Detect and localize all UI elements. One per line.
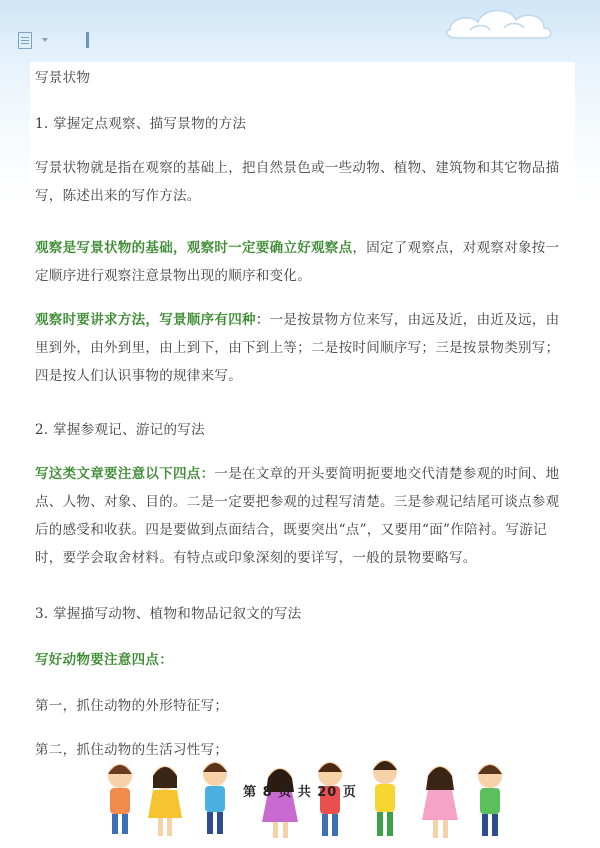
highlight-text: 观察是写景状物的基础，观察时一定要确立好观察点 bbox=[35, 240, 353, 256]
highlight-text: 写这类文章要注意以下四点： bbox=[35, 466, 215, 482]
document-icon[interactable] bbox=[18, 32, 32, 49]
kid-figure bbox=[148, 766, 182, 836]
paragraph-4 bbox=[35, 460, 565, 572]
highlight-text: 观察时要讲求方法，写景顺序有四种： bbox=[35, 312, 270, 328]
paragraph-7: 第二，抓住动物的生活习性写； bbox=[35, 742, 229, 758]
kid-figure bbox=[478, 764, 502, 836]
cursor-bar-icon bbox=[86, 32, 89, 48]
document-page bbox=[30, 62, 575, 762]
body-text: 一是按景物方位来写，由远及近，由近及远，由里到外，由外到里，由上到下，由下到上等；二是按时间顺序写；三是按景物类别写；四是按人们认识事物的规律来写。 bbox=[35, 312, 560, 384]
section-heading-3: 3. 掌握描写动物、植物和物品记叙文的写法 bbox=[35, 606, 302, 622]
page-number: 第 8 页 共 20 页 bbox=[243, 785, 357, 800]
body-text: ，固定了观察点，对观察对象按一定顺序进行观察注意景物出现的顺序和变化。 bbox=[35, 240, 560, 284]
kid-figure bbox=[262, 768, 298, 838]
paragraph-3 bbox=[35, 306, 565, 390]
paragraph-2 bbox=[35, 234, 565, 290]
page-title: 写景状物 bbox=[35, 70, 91, 86]
section-heading-1: 1. 掌握定点观察、描写景物的方法 bbox=[35, 116, 247, 132]
kid-figure bbox=[422, 766, 458, 838]
cloud-decoration bbox=[440, 0, 560, 42]
paragraph-6: 第一，抓住动物的外形特征写； bbox=[35, 698, 229, 714]
highlight-text: 写好动物要注意四点： bbox=[35, 652, 173, 668]
paragraph-1: 写景状物就是指在观察的基础上，把自然景色或一些动物、植物、建筑物和其它物品描写，陈述出来的写作方法。 bbox=[35, 160, 560, 204]
chevron-down-icon[interactable] bbox=[42, 38, 48, 42]
body-text: 一是在文章的开头要简明扼要地交代清楚参观的时间、地点、人物、对象、目的。二是一定要把参观的过程写清楚。三是参观记结尾可谈点参观后的感受和收获。四是要做到点面结合，既要突出“点”，又要用“面”作陪衬。写游记时，要学会取舍材料。有特点或印象深刻的要详写，一般的景物要略写。 bbox=[35, 466, 560, 566]
toolbar bbox=[18, 30, 89, 50]
section-heading-2: 2. 掌握参观记、游记的写法 bbox=[35, 422, 205, 438]
paragraph-5 bbox=[35, 646, 565, 674]
